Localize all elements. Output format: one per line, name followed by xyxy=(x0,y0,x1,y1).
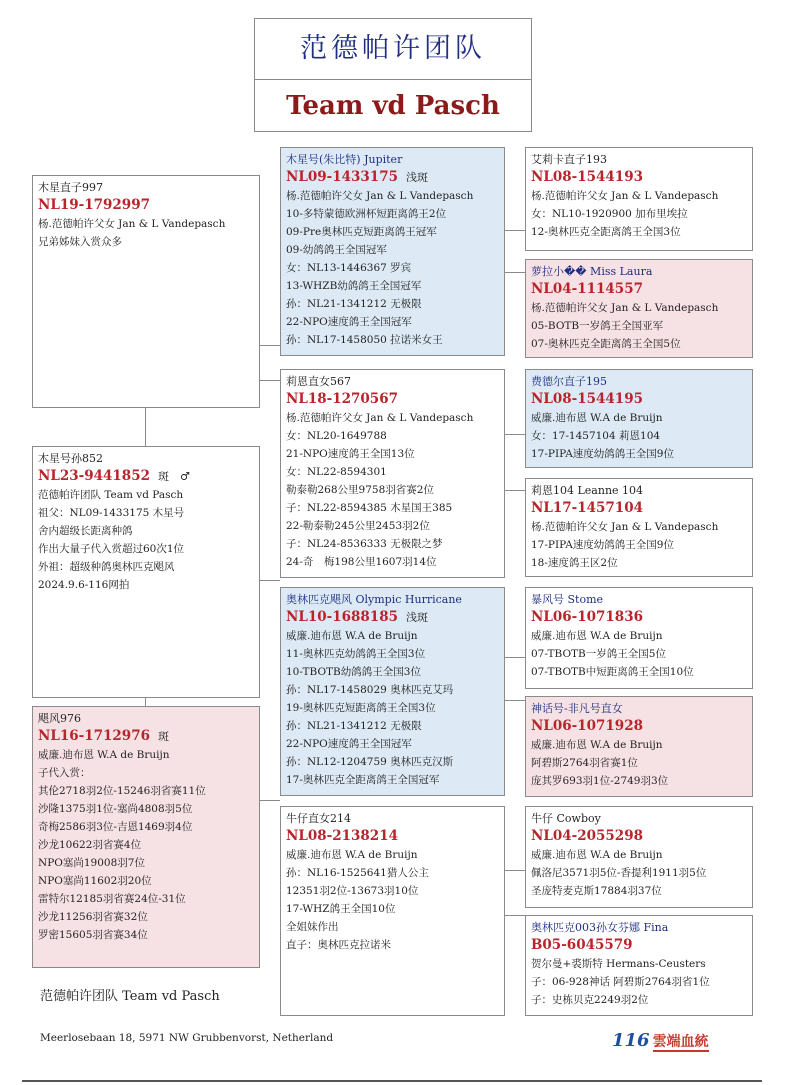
ggp-line: 威廉.迪布恩 W.A de Bruijn xyxy=(531,849,663,861)
ggp-name: 暴风号 Stome xyxy=(531,593,604,606)
sire-line: 兄弟姊妹入赏众多 xyxy=(38,236,122,248)
connector-ggp3 xyxy=(504,434,525,435)
gp-line: 10-多特蒙德欧洲杯短距离鸽王2位 xyxy=(286,208,447,220)
dam-line: NPO塞尚11602羽20位 xyxy=(38,875,152,887)
ggp-name: 奥林匹克003孙女芬娜 Fina xyxy=(531,921,669,934)
subject-line: 舍内超级长距离种鸽 xyxy=(38,525,133,537)
connector-ggp7 xyxy=(504,870,525,871)
grandsire-maternal-card xyxy=(280,587,505,796)
sire-name: 木星直子997 xyxy=(38,181,103,194)
gp-name: 木星号(朱比特) Jupiter xyxy=(286,153,403,166)
connector-dam xyxy=(145,698,146,706)
gp-line: 子：NL24-8536333 无极限之梦 xyxy=(286,538,443,550)
gp-line: 女：NL20-1649788 xyxy=(286,430,387,442)
ggp-line: 威廉.迪布恩 W.A de Bruijn xyxy=(531,412,663,424)
dam-line: 其伦2718羽2位-15246羽省赛11位 xyxy=(38,785,206,797)
granddam-maternal-card xyxy=(280,806,505,1016)
gp-line: 22-NPO速度鸽王全国冠军 xyxy=(286,316,412,328)
subject-card xyxy=(32,446,260,698)
ggp-line: 圣庞特麦克斯17884羽37位 xyxy=(531,885,662,897)
gp-line: 22-勒泰勒245公里2453羽2位 xyxy=(286,520,430,532)
ggp-card xyxy=(525,259,753,358)
gp-line: 女：NL13-1446367 罗宾 xyxy=(286,262,412,274)
gp-line: 孙：NL17-1458029 奥林匹克艾玛 xyxy=(286,684,454,696)
ggp-line: 子：史栋贝克2249羽2位 xyxy=(531,994,649,1006)
connector-ggp4 xyxy=(504,490,525,491)
gp-line: 11-奥林匹克幼鸽鸽王全国3位 xyxy=(286,648,426,660)
dam-line: NPO塞尚19008羽7位 xyxy=(38,857,145,869)
gp-line: 孙：NL17-1458050 拉诺米女王 xyxy=(286,334,443,346)
subject-name: 木星号孙852 xyxy=(38,452,103,465)
sire-line: 杨.范德帕许父女 Jan & L Vandepasch xyxy=(38,218,226,230)
ggp-line: 07-TBOTB一岁鸽王全国5位 xyxy=(531,648,666,660)
dam-ring: NL16-1712976 斑 xyxy=(38,728,169,744)
ggp-ring: NL04-1114557 xyxy=(531,281,643,297)
logo-text: 雲端血統 xyxy=(652,1034,709,1050)
ggp-card xyxy=(525,915,753,1016)
ggp-card xyxy=(525,806,753,908)
gp-line: 17-WHZ鸽王全国10位 xyxy=(286,903,396,915)
connector-ggp5 xyxy=(504,657,525,658)
ggp-line: 杨.范德帕许父女 Jan & L Vandepasch xyxy=(531,190,719,202)
connector-gp4 xyxy=(259,800,280,801)
ggp-line: 女：17-1457104 莉恩104 xyxy=(531,430,661,442)
ggp-name: 萝拉小�� Miss Laura xyxy=(531,265,653,278)
subject-ring: NL23-9441852 斑 ♂ xyxy=(38,468,190,484)
gp-line: 19-奥林匹克短距离鸽王全国3位 xyxy=(286,702,436,714)
ggp-line: 杨.范德帕许父女 Jan & L Vandepasch xyxy=(531,302,719,314)
sire-ring: NL19-1792997 xyxy=(38,197,150,213)
gp-line: 子：NL22-8594385 木星国王385 xyxy=(286,502,453,514)
ggp-line: 18-速度鸽王区2位 xyxy=(531,557,618,569)
ggp-card xyxy=(525,696,753,797)
footer-team-name: 范德帕许团队 Team vd Pasch xyxy=(40,989,220,1004)
footer-address: Meerlosebaan 18, 5971 NW Grubbenvorst, Netherland xyxy=(40,1032,334,1044)
connector-gp3 xyxy=(259,580,280,581)
ggp-card xyxy=(525,587,753,689)
gp-line: 威廉.迪布恩 W.A de Bruijn xyxy=(286,630,418,642)
dam-line: 沙隆1375羽1位-塞尚4808羽5位 xyxy=(38,803,193,815)
gp-line: 全姐妹作出 xyxy=(286,921,339,933)
connector-ggp6 xyxy=(504,700,525,701)
connector-ggp1 xyxy=(504,230,525,231)
gp-line: 孙：NL21-1341212 无极限 xyxy=(286,720,422,732)
sire-card xyxy=(32,175,260,408)
title-chinese: 范德帕许团队 xyxy=(255,19,531,80)
ggp-line: 07-TBOTB中短距离鸽王全国10位 xyxy=(531,666,694,678)
gp-line: 孙：NL21-1341212 无极限 xyxy=(286,298,422,310)
brand-logo xyxy=(612,1030,709,1051)
ggp-line: 庞其罗693羽1位-2749羽3位 xyxy=(531,775,669,787)
ggp-line: 07-奥林匹克全距离鸽王全国5位 xyxy=(531,338,681,350)
ggp-ring: NL08-1544193 xyxy=(531,169,643,185)
dam-line: 罗密15605羽省赛34位 xyxy=(38,929,148,941)
dam-line: 沙龙10622羽省赛4位 xyxy=(38,839,142,851)
gp-line: 勒泰勒268公里9758羽省赛2位 xyxy=(286,484,434,496)
gp-line: 直子：奥林匹克拉诺米 xyxy=(286,939,391,951)
gp-ring: NL08-2138214 xyxy=(286,828,398,844)
ggp-line: 杨.范德帕许父女 Jan & L Vandepasch xyxy=(531,521,719,533)
gp-line: 09-Pre奥林匹克短距离鸽王冠军 xyxy=(286,226,437,238)
ggp-ring: B05-6045579 xyxy=(531,937,633,953)
ggp-line: 阿碧斯2764羽省赛1位 xyxy=(531,757,638,769)
gp-line: 21-NPO速度鸽王全国13位 xyxy=(286,448,415,460)
granddam-paternal-card xyxy=(280,369,505,578)
ggp-ring: NL04-2055298 xyxy=(531,828,643,844)
gp-ring: NL18-1270567 xyxy=(286,391,398,407)
gp-ring: NL09-1433175 浅斑 xyxy=(286,169,428,185)
ggp-line: 子：06-928神话 阿碧斯2764羽省1位 xyxy=(531,976,710,988)
subject-extra: 斑 ♂ xyxy=(157,470,190,483)
ggp-ring: NL17-1457104 xyxy=(531,500,643,516)
ggp-ring: NL06-1071836 xyxy=(531,609,643,625)
ggp-card xyxy=(525,147,753,251)
gp-line: 09-幼鸽鸽王全国冠军 xyxy=(286,244,387,256)
connector-ggp2 xyxy=(504,272,525,273)
gp-line: 杨.范德帕许父女 Jan & L Vandepasch xyxy=(286,412,474,424)
ggp-ring: NL06-1071928 xyxy=(531,718,643,734)
ggp-line: 女：NL10-1920900 加布里埃拉 xyxy=(531,208,688,220)
ggp-line: 17-PIPA速度幼鸽鸽王全国9位 xyxy=(531,448,674,460)
title-box xyxy=(254,18,532,132)
dam-line: 奇梅2586羽3位-吉恩1469羽4位 xyxy=(38,821,193,833)
ggp-ring: NL08-1544195 xyxy=(531,391,643,407)
ggp-line: 贺尔曼+裘斯特 Hermans-Ceusters xyxy=(531,958,706,970)
ggp-line: 佩洛尼3571羽5位-香提利1911羽5位 xyxy=(531,867,707,879)
subject-line: 外祖：超级种鸽奥林匹克飓风 xyxy=(38,561,175,573)
gp-line: 杨.范德帕许父女 Jan & L Vandepasch xyxy=(286,190,474,202)
gp-line: 17-奥林匹克全距离鸽王全国冠军 xyxy=(286,774,440,786)
dam-extra: 斑 xyxy=(157,730,169,743)
dam-line: 雷特尔12185羽省赛24位-31位 xyxy=(38,893,186,905)
gp-line: 10-TBOTB幼鸽鸽王全国3位 xyxy=(286,666,421,678)
bottom-divider xyxy=(22,1080,762,1082)
gp-ring: NL10-1688185 浅斑 xyxy=(286,609,428,625)
gp-line: 女：NL22-8594301 xyxy=(286,466,387,478)
ggp-line: 威廉.迪布恩 W.A de Bruijn xyxy=(531,630,663,642)
ggp-name: 艾莉卡直子193 xyxy=(531,153,607,166)
dam-card xyxy=(32,706,260,968)
gp-line: 12351羽2位-13673羽10位 xyxy=(286,885,419,897)
gp-line: 孙：NL16-1525641猎人公主 xyxy=(286,867,429,879)
ggp-name: 费德尔直子195 xyxy=(531,375,607,388)
gp-name: 牛仔直女214 xyxy=(286,812,351,825)
ggp-name: 莉恩104 Leanne 104 xyxy=(531,484,644,497)
dam-line: 沙龙11256羽省赛32位 xyxy=(38,911,148,923)
dam-line: 子代入赏： xyxy=(38,767,91,779)
connector-ggp8 xyxy=(504,915,525,916)
gp-name: 奥林匹克飓风 Olympic Hurricane xyxy=(286,593,462,606)
dam-line: 威廉.迪布恩 W.A de Bruijn xyxy=(38,749,170,761)
gp-line: 孙：NL12-1204759 奥林匹克汉斯 xyxy=(286,756,454,768)
ggp-name: 牛仔 Cowboy xyxy=(531,812,601,825)
ggp-line: 12-奥林匹克全距离鸽王全国3位 xyxy=(531,226,681,238)
gp-line: 威廉.迪布恩 W.A de Bruijn xyxy=(286,849,418,861)
gp-line: 22-NPO速度鸽王全国冠军 xyxy=(286,738,412,750)
ggp-line: 威廉.迪布恩 W.A de Bruijn xyxy=(531,739,663,751)
ggp-name: 神话号-非凡号直女 xyxy=(531,702,623,715)
subject-line: 祖父：NL09-1433175 木星号 xyxy=(38,507,185,519)
connector-sire xyxy=(145,408,146,446)
subject-line: 2024.9.6-116网拍 xyxy=(38,579,130,591)
gp-line: 13-WHZB幼鸽鸽王全国冠军 xyxy=(286,280,422,292)
title-english: Team vd Pasch xyxy=(286,91,500,121)
logo-number: 116 xyxy=(612,1030,650,1051)
gp-line: 24-奇 梅198公里1607羽14位 xyxy=(286,556,437,568)
dam-name: 飓风976 xyxy=(38,712,81,725)
ggp-line: 05-BOTB一岁鸽王全国亚军 xyxy=(531,320,664,332)
ggp-line: 17-PIPA速度幼鸽鸽王全国9位 xyxy=(531,539,674,551)
grandsire-paternal-card xyxy=(280,147,505,356)
ggp-card xyxy=(525,478,753,577)
gp-name: 莉恩直女567 xyxy=(286,375,351,388)
subject-line: 范德帕许团队 Team vd Pasch xyxy=(38,489,184,501)
connector-gp1 xyxy=(259,345,280,346)
connector-gp2 xyxy=(259,380,280,381)
ggp-card xyxy=(525,369,753,468)
subject-line: 作出大量子代入赏超过60次1位 xyxy=(38,543,185,555)
